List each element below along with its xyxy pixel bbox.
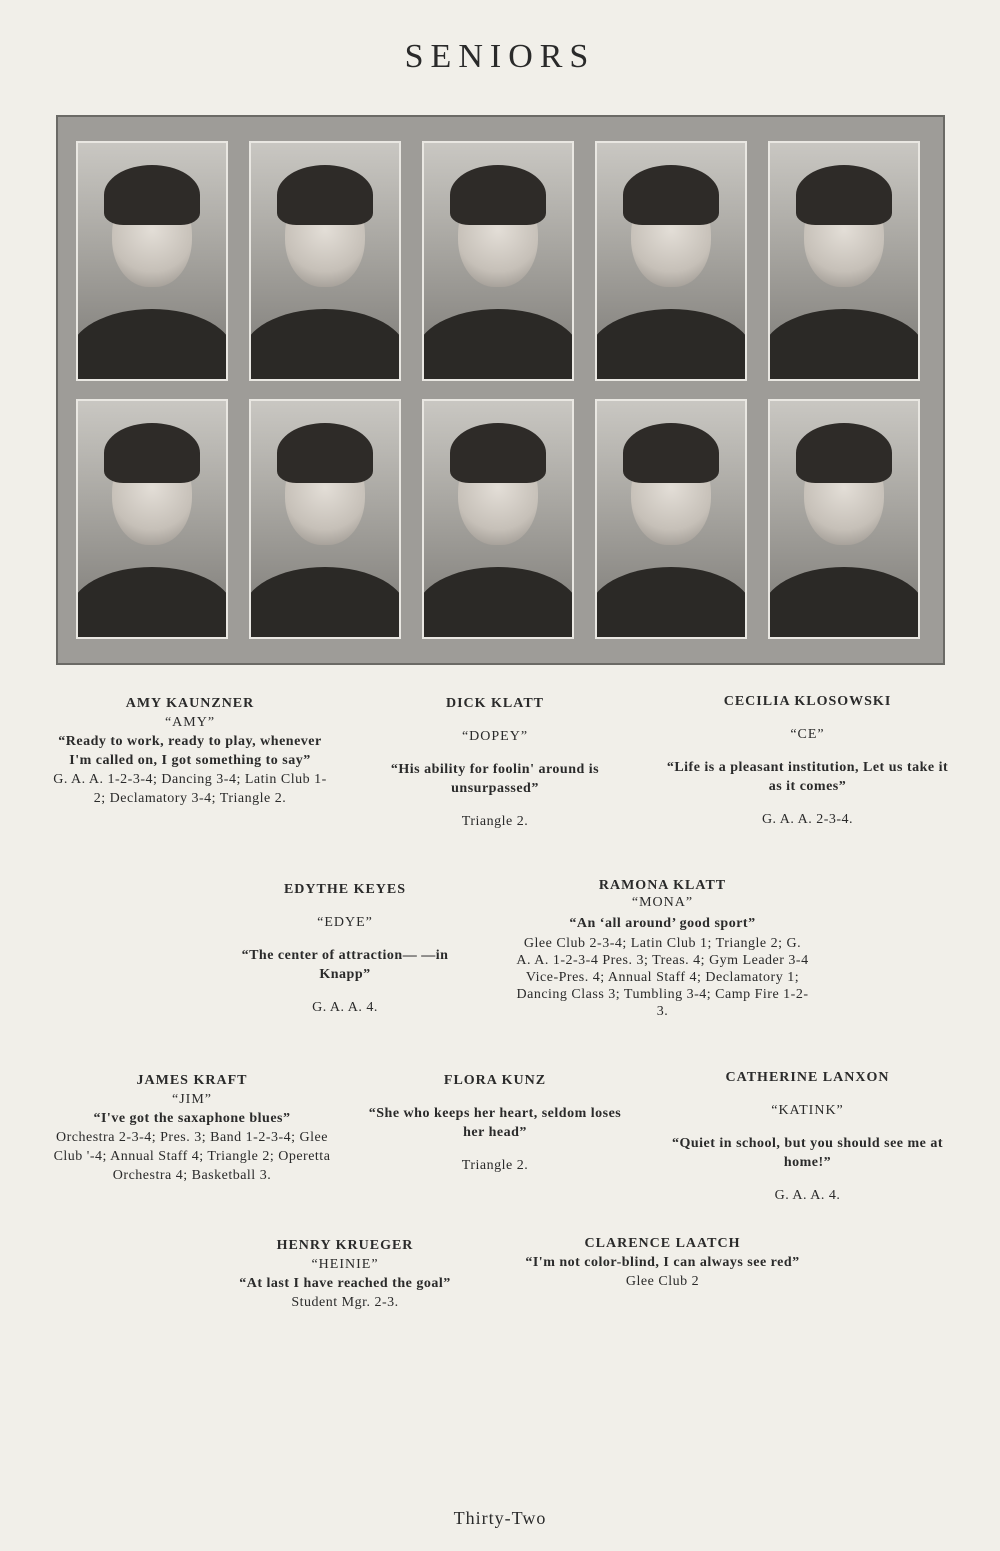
senior-nickname: “JIM” bbox=[172, 1092, 212, 1107]
senior-entry-ramona-klatt bbox=[515, 877, 810, 1020]
portrait-panel bbox=[56, 115, 945, 665]
senior-quote: “Quiet in school, but you should see me at home!” bbox=[671, 1136, 944, 1170]
senior-entry-clarence-laatch bbox=[515, 1234, 810, 1291]
senior-nickname: “HEINIE” bbox=[311, 1257, 379, 1272]
portrait-photo bbox=[422, 141, 574, 381]
senior-entry-henry-krueger bbox=[195, 1236, 495, 1312]
senior-activities: G. A. A. 2-3-4. bbox=[761, 812, 854, 827]
senior-quote: “I'm not color-blind, I can always see red” bbox=[525, 1255, 800, 1270]
portrait-photo bbox=[595, 399, 747, 639]
senior-quote: “I've got the saxaphone blues” bbox=[93, 1111, 291, 1126]
senior-activities: Triangle 2. bbox=[461, 814, 529, 829]
senior-activities: Orchestra 2-3-4; Pres. 3; Band 1-2-3-4; Glee Club '-4; Annual Staff 4; Triangle 2; Operetta Orchestra 4; Basketball 3. bbox=[53, 1130, 331, 1183]
senior-name: AMY KAUNZNER bbox=[125, 696, 255, 711]
senior-nickname: “MONA” bbox=[631, 895, 694, 910]
senior-name: HENRY KRUEGER bbox=[276, 1238, 414, 1253]
portrait-photo bbox=[422, 399, 574, 639]
senior-activities: Glee Club 2-3-4; Latin Club 1; Triangle 2; G. A. A. 1-2-3-4 Pres. 3; Treas. 4; Gym Leader 3-4 Vice-Pres. 4; Annual Staff 4; Declamatory 1; Dancing Class 3; Tumbling 3-4; Camp Fire 1-2-3. bbox=[516, 936, 809, 1019]
portrait-photo bbox=[768, 399, 920, 639]
senior-name: FLORA KUNZ bbox=[443, 1073, 547, 1088]
portrait-photo bbox=[76, 399, 228, 639]
senior-name: CATHERINE LANXON bbox=[725, 1070, 890, 1085]
senior-quote: “Ready to work, ready to play, whenever I'm called on, I got something to say” bbox=[58, 734, 322, 768]
senior-nickname: “KATINK” bbox=[771, 1103, 844, 1118]
portrait-photo bbox=[595, 141, 747, 381]
senior-activities: Student Mgr. 2-3. bbox=[291, 1295, 399, 1310]
page-title: SENIORS bbox=[404, 38, 596, 75]
senior-quote: “She who keeps her heart, seldom loses her head” bbox=[368, 1106, 622, 1140]
senior-name: RAMONA KLATT bbox=[598, 878, 727, 893]
senior-quote: “Life is a pleasant institution, Let us take it as it comes” bbox=[666, 760, 949, 794]
senior-name: CECILIA KLOSOWSKI bbox=[723, 694, 892, 709]
senior-activities: Glee Club 2 bbox=[625, 1274, 700, 1289]
page-number: Thirty-Two bbox=[453, 1508, 547, 1528]
senior-name: DICK KLATT bbox=[445, 696, 545, 711]
senior-entry-dick-klatt bbox=[355, 694, 635, 831]
senior-name: CLARENCE LAATCH bbox=[584, 1236, 741, 1251]
senior-entry-cecilia-klosowski bbox=[665, 692, 950, 829]
senior-activities: G. A. A. 4. bbox=[774, 1188, 841, 1203]
senior-entry-edythe-keyes bbox=[215, 880, 475, 1017]
senior-activities: G. A. A. 4. bbox=[312, 1000, 378, 1015]
senior-name: EDYTHE KEYES bbox=[283, 882, 407, 897]
senior-quote: “The center of attraction— —in Knapp” bbox=[241, 948, 449, 982]
senior-quote: “His ability for foolin' around is unsurpassed” bbox=[390, 762, 600, 796]
senior-entry-flora-kunz bbox=[365, 1071, 625, 1175]
senior-entry-amy-kaunzner bbox=[50, 694, 330, 808]
senior-nickname: “AMY” bbox=[164, 715, 216, 730]
portrait-photo bbox=[249, 141, 401, 381]
senior-nickname: “DOPEY” bbox=[461, 729, 529, 744]
senior-quote: “At last I have reached the goal” bbox=[239, 1276, 451, 1291]
senior-name: JAMES KRAFT bbox=[136, 1073, 248, 1088]
senior-nickname: “EDYE” bbox=[317, 915, 373, 930]
senior-entry-james-kraft bbox=[52, 1071, 332, 1185]
portrait-photo bbox=[249, 399, 401, 639]
portrait-photo bbox=[76, 141, 228, 381]
senior-activities: Triangle 2. bbox=[461, 1158, 529, 1173]
senior-entry-catherine-lanxon bbox=[660, 1068, 955, 1205]
portrait-photo bbox=[768, 141, 920, 381]
senior-activities: G. A. A. 1-2-3-4; Dancing 3-4; Latin Club 1-2; Declamatory 3-4; Triangle 2. bbox=[53, 772, 327, 806]
senior-nickname: “CE” bbox=[790, 727, 825, 742]
senior-quote: “An ‘all around’ good sport” bbox=[569, 916, 756, 931]
